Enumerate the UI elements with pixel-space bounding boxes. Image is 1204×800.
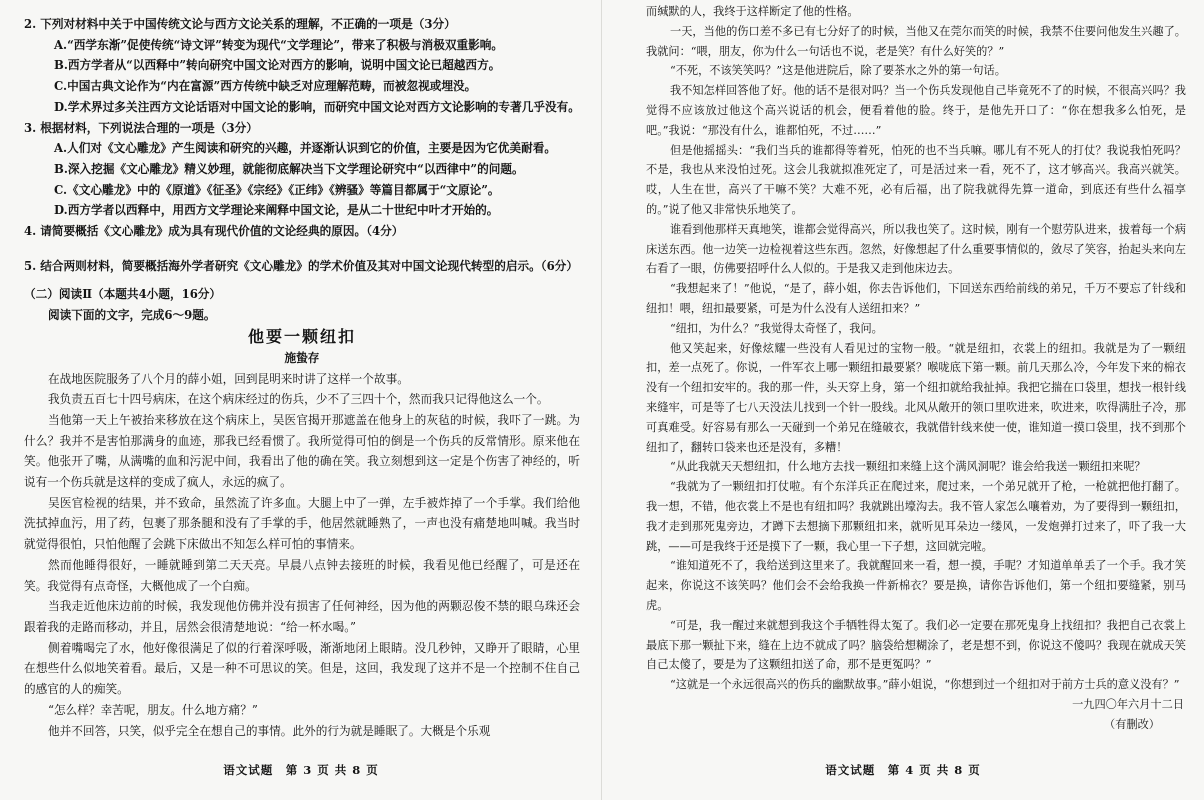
question-5 [24,256,580,277]
q2-option-d: D.学术界过多关注西方文论话语对中国文论的影响，而研究中国文论对西方文论影响的专著几乎没有。 [54,99,580,114]
story-paragraph: “怎么样？幸苦呢，朋友。什么地方痛？” [48,702,258,717]
story-paragraph: “从此我就天天想纽扣，什么地方去找一颗纽扣来缝上这个满风洞呢？谁会给我送一颗纽扣来呢？ [670,460,1146,474]
story-paragraph: 当我走近他床边前的时候，我发现他仿佛并没有损害了任何神经，因为他的两颗忍俊不禁的眼乌珠还会跟着我的走路而移动，并且，居然会很清楚地说：“给一杯水喝。” [24,599,580,634]
section-heading: （二）阅读Ⅱ（本题共4小题，16分） [24,287,222,302]
page-4-content [646,2,1186,734]
q3-option-a: A.人们对《文心雕龙》产生阅读和研究的兴趣，并逐渐认识到它的价值，主要是因为它优美耐看。 [54,141,556,156]
question-number: 5. [24,258,37,273]
story-paragraph: “可是，我一醒过来就想到我这个手牺牲得太冤了。我们必一定要在那死鬼身上找纽扣？我把自己衣裳上最底下那一颗扯下来，缝在上边不就成了吗？脑袋给想糊涂了，老是想不到，你说这不傻吗？我现在就成天笑自己太傻了，要是为了这颗纽扣送了命，那不是更冤吗？” [646,618,1186,672]
story-paragraph: 我负责五百七十四号病床，在这个病床经过的伤兵，少不了三四十个，然而我只记得他这么一个。 [48,392,549,407]
story-paragraph: “这就是一个永远很高兴的伤兵的幽默故事。”薛小姐说，“你想到过一个纽扣对于前方士兵的意义没有？” [670,678,1180,692]
story-paragraph: “纽扣，为什么？”我觉得太奇怪了，我问。 [670,321,883,335]
story-paragraph: “我就为了一颗纽扣打仗啦。有个东洋兵正在爬过来，爬过来，一个弟兄就开了枪，一枪就把他打翻了。我一想，不错，他衣裳上不是也有纽扣吗？我就跳出壕沟去。我不管人家怎么嚷着劝，为了要得到一颗纽扣，我才走到那死鬼旁边，才蹲下去想摘下那颗纽扣来，就听见耳朵边一缕风，一发炮弹打过来了，吓了我一大跳，——可是我终于还是摸下了一颗，我心里一下子想，这回就完啦。 [646,480,1186,553]
q2-option-a: A.“西学东渐”促使传统“诗文评”转变为现代“文学理论”，带来了积极与消极双重影响。 [54,37,504,52]
story-title: 他要一颗纽扣 [247,326,356,346]
story-paragraph: 他并不回答，只笑，似乎完全在想自己的事情。此外的行为就是睡眠了。大概是个乐观 [48,723,491,738]
story-paragraph: 但是他摇摇头：“我们当兵的谁都得等着死，怕死的也不当兵嘛。哪儿有不死人的打仗？我说我怕死吗？不是，我也从来没怕过死。这会儿我就拟准死定了，可是活过来一看，死不了，这才够高兴。我高兴就笑。哎，人生在世，高兴了干嘛不笑？大难不死，必有后福，出了院我就得先算一道命，到底还有些什么福享的。”说了他又非常快乐地笑了。 [646,143,1186,216]
section-intro: 阅读下面的文字，完成6～9题。 [48,308,216,323]
page-footer: 语文试题 第 4 页 共 8 页 [825,763,981,777]
q3-option-c: C.《文心雕龙》中的《原道》《征圣》《宗经》《正纬》《辨骚》等篇目都属于“文原论”。 [54,182,500,197]
story-paragraph: 然而他睡得很好，一睡就睡到第二天天亮。早晨八点钟去接班的时候，我看见他已经醒了，可是还在笑。我觉得有点奇怪，大概他成了一个白痴。 [24,557,580,593]
story-paragraph: 谁看到他那样天真地笑，谁都会觉得高兴，所以我也笑了。这时候，刚有一个慰劳队进来，拔着每一个病床送东西。他一边笑一边检视着这些东西。忽然，好像想起了什么重要事情似的，敛尽了笑容，抬起头来向左右看了一眼，仿佛要招呼什么人似的。于是我又走到他床边去。 [646,222,1186,276]
story-date: 一九四〇年六月十二日 [1072,697,1184,711]
answer-space [24,242,580,256]
question-number: 4. [24,224,37,239]
question-2 [24,14,580,35]
page-4 [602,0,1204,800]
q2-option-c: C.中国古典文论作为“内在富源”西方传统中缺乏对应理解范畴，而被忽视或埋没。 [54,79,477,94]
question-number: 3. [24,120,37,135]
question-4 [24,221,580,242]
page-footer: 语文试题 第 3 页 共 8 页 [223,763,379,777]
story-paragraph: 而缄默的人，我终于这样断定了他的性格。 [646,5,859,18]
story-paragraph: 在战地医院服务了八个月的薛小姐，回到昆明来时讲了这样一个故事。 [48,371,409,386]
q3-option-d: D.西方学者以西释中，用西方文学理论来阐释中国文论，是从二十世纪中叶才开始的。 [54,203,499,218]
question-stem: 根据材料，下列说法合理的一项是（3分） [40,120,258,135]
story-paragraph: 一天，当他的伤口差不多已有七分好了的时候，当他又在莞尔而笑的时候，我禁不住要问他发生兴趣了。我就问：“喂，朋友，你为什么一句话也不说，老是笑？有什么好笑的？” [646,24,1186,58]
story-paragraph: “不死，不该笑笑吗？”这是他进院后，除了要茶水之外的第一句话。 [670,64,1006,78]
story-paragraph: 我不知怎样回答他了好。他的话不是很对吗？当一个伤兵发现他自己毕竟死不了的时候，不很高兴吗？我觉得不应该放过他这个高兴说话的机会，便看着他的脸。终于，是他先开口了：“你在想我多么怕死，是吧。”我说：“那没有什么，谁都怕死，不过……” [646,84,1186,137]
question-number: 2. [24,17,37,31]
story-paragraph: “谁知道死不了，我给送到这里来了。我就醒回来一看，想一摸，手呢？才知道单单丢了一个手。我才笑起来，你说这不该笑吗？他们会不会给我换一件新棉衣？要是换，请你告诉他们，第一个纽扣要缝紧，别马虎。 [646,559,1186,612]
question-3 [24,118,580,139]
story-author: 施蛰存 [284,350,320,365]
page-3-content [24,14,580,741]
story-paragraph: “我想起来了！”他说，“是了，薛小姐，你去告诉他们，下回送东西给前线的弟兄，千万不要忘了针线和纽扣！喂，纽扣最要紧，可是为什么没有人送纽扣来？” [646,282,1186,315]
q2-option-b: B.西方学者从“以西释中”转向研究中国文论对西方的影响，说明中国文论已超越西方。 [54,58,501,73]
question-stem: 请简要概括《文心雕龙》成为具有现代价值的文论经典的原因。（4分） [40,224,404,239]
edit-note: （有删改） [1104,717,1160,731]
question-stem: 结合两则材料，简要概括海外学者研究《文心雕龙》的学术价值及其对中国文论现代转型的启示。（6分） [40,258,578,273]
story-paragraph: 侧着嘴喝完了水，他好像很满足了似的行着深呼吸，渐渐地闭上眼睛。没几秒钟，又睁开了眼睛，心里在想些什么似地笑着看。最后，又是一种不可思议的笑。但是，这回，我发现了这并不是一个控制不住自己的感官的人的痴笑。 [24,640,580,697]
question-stem: 下列对材料中关于中国传统文论与西方文论关系的理解，不正确的一项是（3分） [40,17,456,31]
story-paragraph: 当他第一天上午被抬来移放在这个病床上，吴医官揭开那遮盖在他身上的灰毡的时候，我吓了一跳。为什么？我并不是害怕那满身的血迹，那我已经看惯了。我所觉得可怕的倒是一个伤兵的反常情形。原来他在笑。他张开了嘴，从满嘴的血和污泥中间，我看出了他的确在笑。我立刻想到这一定是个伤害了神经的，听说有一个伤兵就是这样的变成了疯人，永远的疯了。 [24,412,580,490]
story-paragraph: 他又笑起来，好像炫耀一些没有人看见过的宝物一般。“就是纽扣，衣裳上的纽扣。我就是为了一颗纽扣，差一点死了。你说，一件军衣上哪一颗纽扣最要紧？喉咙底下第一颗。前几天那么冷，今年发下来的棉衣没有一个纽扣安牢的。我的那一件，头天穿上身，第一个纽扣就给我扯掉。我把它揣在口袋里，想找一根针线来缝牢，可是等了七八天没法儿找到一个针一股线。北风从敞开的领口里吹进来，吹进来，吹得满肚子冷，那可真难受。好容易有那么一天碰到一个弟兄在缝破衣，我就借针线来使一使，谁知道一摸口袋里，找不到那个纽扣了，翻转口袋来也还是没有，多糟！ [646,341,1186,454]
story-paragraph: 吴医官检视的结果，并不致命，虽然流了许多血。大腿上中了一弹，左手被炸掉了一个手掌。我们给他洗拭掉血污，用了药，包裹了那条腿和没有了手掌的手，他居然就睡熟了，一声也没有痛楚地叫喊。我当时就觉得很怕，只怕他醒了会跳下床做出不知怎么样可怕的事情来。 [24,495,580,552]
q3-option-b: B.深入挖掘《文心雕龙》精义妙理，就能彻底解决当下文学理论研究中“以西律中”的问题。 [54,161,524,176]
